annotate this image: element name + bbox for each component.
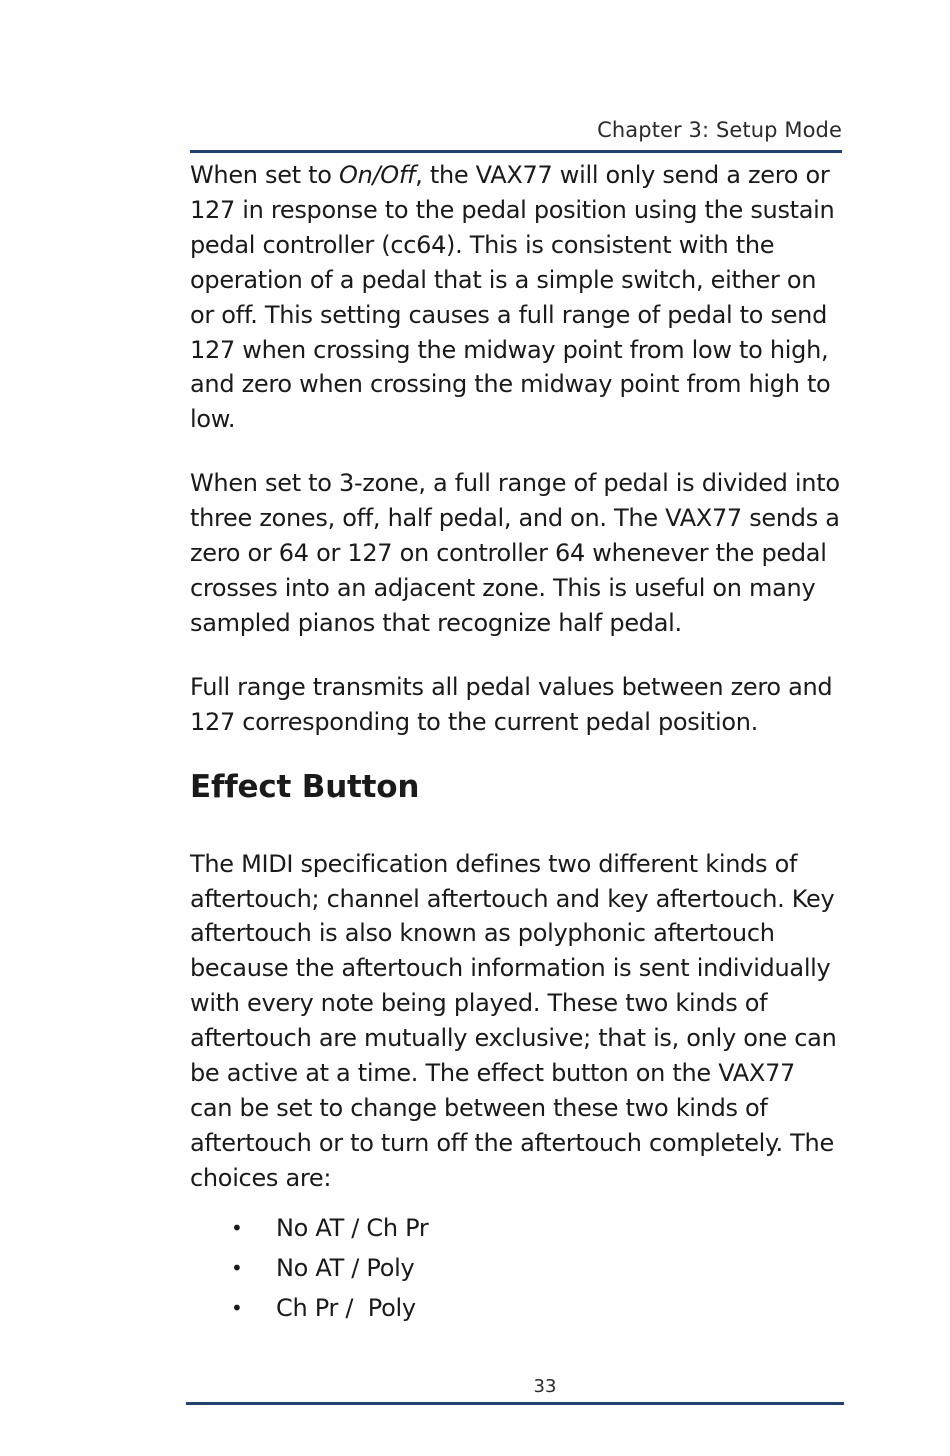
bullet-icon: • [231, 1215, 243, 1240]
paragraph-effect-button: The MIDI specification defines two different kinds of aftertouch; channel aftertouch and key aftertouch. Key aftertouch is also known as polyphonic aftertouch because the aftertouch information is sent individually with every note being played. These two kinds of aftertouch are mutually exclusive; that is, only one can be active at a time. The effect button on the VAX77 can be set to change between these two kinds of aftertouch or to turn off the aftertouch completely. The choices are: [190, 849, 837, 1192]
chapter-title: Chapter 3: Setup Mode [597, 118, 842, 142]
choices-list [190, 1208, 842, 1328]
paragraph-on-off-rest: , the VAX77 will only send a zero or 127 in response to the pedal position using the sustain pedal controller (cc64). This is consistent with the operation of a pedal that is a simple switch, either on or off. This setting causes a full range of pedal to send 127 when crossing the midway point from low to high, and zero when crossing the midway point from high to low. [190, 161, 835, 434]
list-item [190, 1248, 842, 1288]
paragraph-on-off [190, 158, 842, 437]
paragraph-3-zone: When set to 3-zone, a full range of pedal is divided into three zones, off, half pedal, and on. The VAX77 sends a zero or 64 or 127 on controller 64 whenever the pedal crosses into an adjacent zone. This is useful on many sampled pianos that recognize half pedal. [190, 469, 840, 637]
page-body [190, 158, 842, 1328]
bullet-icon: • [231, 1295, 243, 1320]
choice-label: No AT / Poly [276, 1253, 415, 1282]
on-off-term: On/Off [338, 161, 416, 189]
list-item [190, 1208, 842, 1248]
page-number: 33 [533, 1376, 557, 1397]
page-header [190, 116, 842, 153]
list-item [190, 1288, 842, 1328]
section-heading: Effect Button [190, 768, 420, 805]
choice-label: Ch Pr / Poly [276, 1293, 416, 1322]
paragraph-on-off-start: When set to [190, 161, 339, 189]
page-footer [186, 1376, 844, 1405]
bullet-icon: • [231, 1255, 243, 1280]
choice-label: No AT / Ch Pr [276, 1213, 429, 1242]
paragraph-full-range: Full range transmits all pedal values between zero and 127 corresponding to the current pedal position. [190, 672, 833, 736]
